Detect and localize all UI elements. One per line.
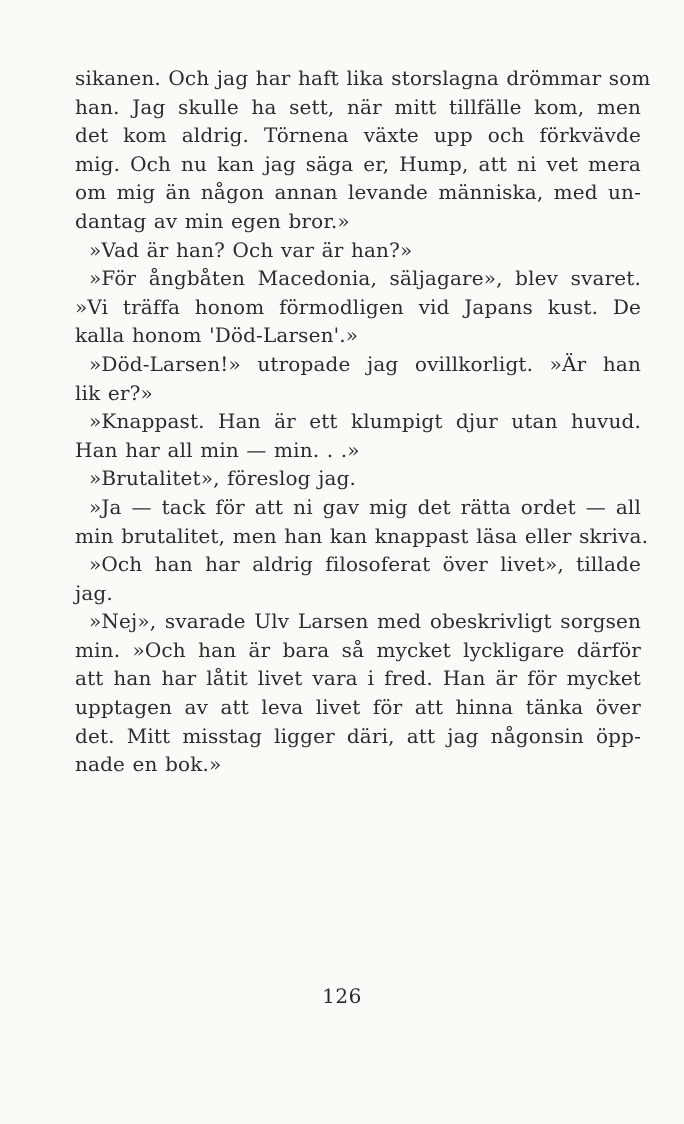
text-line: kalla honom 'Död-Larsen'.» — [75, 323, 359, 348]
text-line: »Nej», svarade Ulv Larsen med obeskrivligt sorgsen — [89, 609, 641, 634]
text-line: att han har låtit livet vara i fred. Han är för mycket — [75, 666, 641, 691]
text-line: sikanen. Och jag har haft lika storslagna drömmar som — [75, 66, 651, 90]
text-line: min. »Och han är bara så mycket lyckligare därför — [75, 637, 641, 662]
text-line: lik er?» — [75, 380, 153, 405]
text-line: upptagen av att leva livet för att hinna tänka över — [75, 695, 641, 720]
text-line: min brutalitet, men han kan knappast läsa eller skriva. — [75, 523, 649, 548]
text-line: dantag av min egen bror.» — [75, 208, 350, 233]
text-line: mig. Och nu kan jag säga er, Hump, att ni vet mera — [75, 151, 641, 176]
text-line: »Brutalitet», föreslog jag. — [89, 466, 357, 491]
text-line: »Knappast. Han är ett klumpigt djur utan huvud. — [89, 409, 641, 434]
text-line: »Ja — tack för att ni gav mig det rätta ordet — all — [89, 494, 641, 519]
text-line: jag. — [75, 580, 113, 605]
text-line: nade en bok.» — [75, 752, 222, 777]
page-number: 126 — [322, 984, 362, 1008]
text-line: »För ångbåten Macedonia, säljagare», blev svaret. — [89, 266, 641, 291]
text-line: »Död-Larsen!» utropade jag ovillkorligt. »Är han — [89, 351, 641, 376]
text-line: det kom aldrig. Törnena växte upp och förkvävde — [75, 123, 641, 148]
text-line: »Vi träffa honom förmodligen vid Japans kust. De — [75, 294, 641, 319]
text-line: det. Mitt misstag ligger däri, att jag någonsin öpp- — [75, 723, 641, 748]
text-line: han. Jag skulle ha sett, när mitt tillfälle kom, men — [75, 94, 641, 119]
text-line: »Och han har aldrig filosoferat över livet», tillade — [89, 552, 641, 577]
text-line: Han har all min — min. . .» — [75, 437, 360, 462]
text-line: »Vad är han? Och var är han?» — [89, 237, 413, 262]
text-line: om mig än någon annan levande människa, med un- — [75, 180, 641, 205]
body-text — [75, 64, 651, 779]
